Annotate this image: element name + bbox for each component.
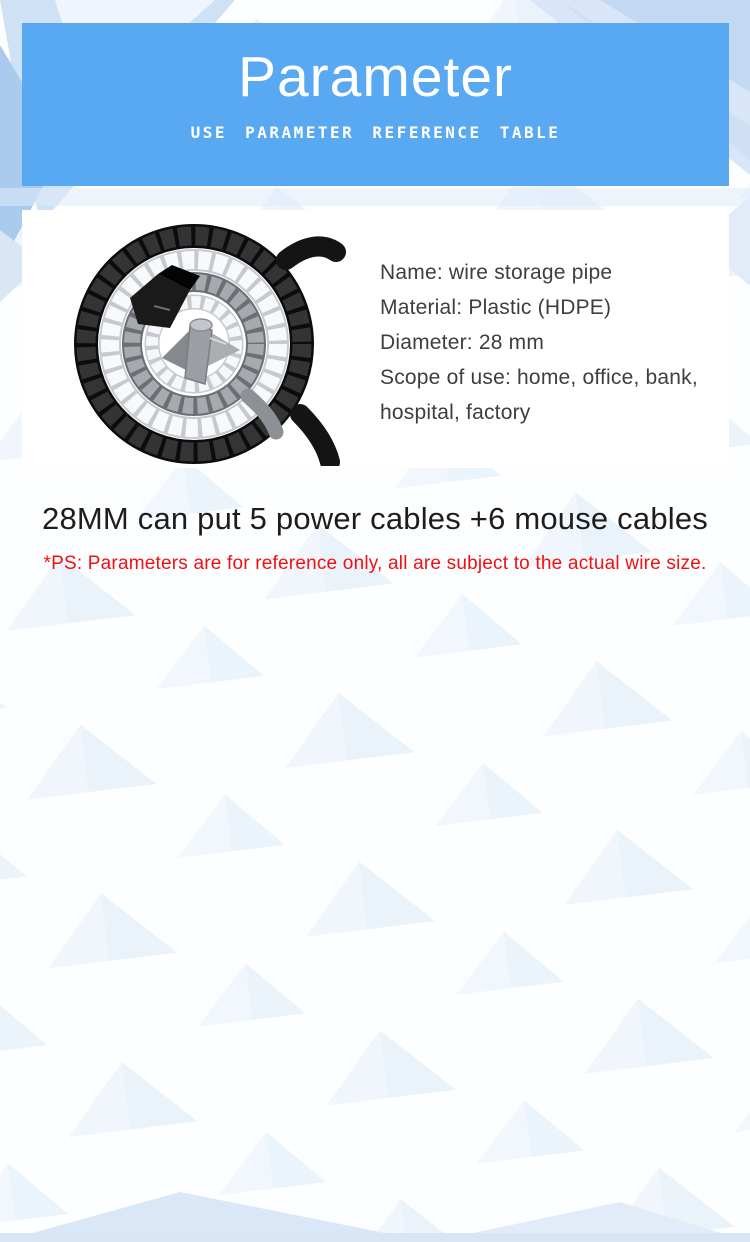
spec-material: Material: Plastic (HDPE)	[380, 296, 612, 319]
spec-scope-line1: Scope of use: home, office, bank,	[380, 366, 698, 389]
product-card	[22, 210, 729, 468]
banner-title: Parameter	[237, 45, 514, 109]
parameter-banner	[22, 23, 729, 186]
ps-note: *PS: Parameters are for reference only, all are subject to the actual wire size.	[43, 553, 707, 574]
banner-subtitle: USE PARAMETER REFERENCE TABLE	[190, 122, 561, 142]
wire-storage-pipe-photo	[34, 218, 370, 466]
spec-scope-line2: hospital, factory	[380, 401, 531, 424]
spec-diameter: Diameter: 28 mm	[380, 331, 545, 354]
capacity-headline: 28MM can put 5 power cables +6 mouse cables	[42, 501, 708, 536]
product-specs	[380, 255, 725, 430]
spec-name: Name: wire storage pipe	[380, 261, 613, 284]
